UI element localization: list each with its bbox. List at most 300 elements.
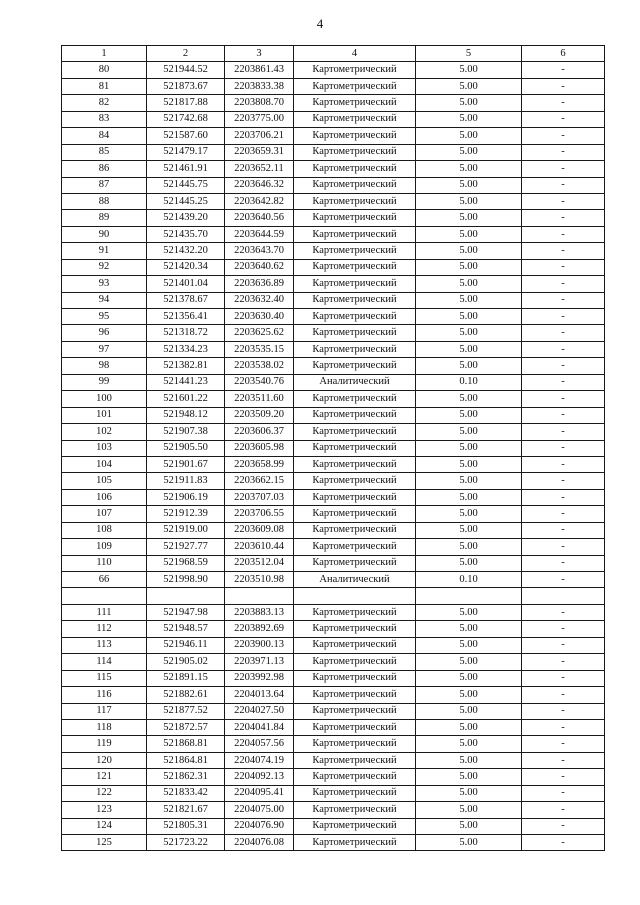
cell-point: 120 [62, 752, 147, 768]
cell-y: 2203630.40 [225, 309, 294, 325]
cell-point: 96 [62, 325, 147, 341]
cell-accuracy: 5.00 [416, 835, 522, 851]
cell-x: 521723.22 [147, 835, 225, 851]
cell-x: 521318.72 [147, 325, 225, 341]
cell-method: Картометрический [294, 358, 416, 374]
cell-accuracy: 5.00 [416, 489, 522, 505]
cell-point: 87 [62, 177, 147, 193]
cell-x: 521601.22 [147, 391, 225, 407]
cell-method: Картометрический [294, 539, 416, 555]
cell-method: Картометрический [294, 78, 416, 94]
cell-y: 2203636.89 [225, 276, 294, 292]
cell-accuracy: 5.00 [416, 440, 522, 456]
table-header-row [62, 46, 605, 62]
cell-y: 2203605.98 [225, 440, 294, 456]
cell-x: 521833.42 [147, 785, 225, 801]
cell-point: 94 [62, 292, 147, 308]
cell-accuracy: 5.00 [416, 78, 522, 94]
cell-description: - [522, 292, 605, 308]
cell-method: Картометрический [294, 703, 416, 719]
cell-y: 2203640.62 [225, 259, 294, 275]
cell-accuracy: 5.00 [416, 309, 522, 325]
table-row [62, 456, 605, 472]
cell-method: Картометрический [294, 193, 416, 209]
cell-y: 2203512.04 [225, 555, 294, 571]
cell-accuracy: 5.00 [416, 687, 522, 703]
cell-accuracy: 5.00 [416, 243, 522, 259]
cell-accuracy: 5.00 [416, 736, 522, 752]
cell-point: 86 [62, 161, 147, 177]
cell-description: - [522, 752, 605, 768]
cell-y: 2203900.13 [225, 637, 294, 653]
table-row [62, 226, 605, 242]
table-row [62, 588, 605, 604]
cell-description: - [522, 358, 605, 374]
table-row [62, 604, 605, 620]
cell-point: 81 [62, 78, 147, 94]
cell-accuracy: 5.00 [416, 111, 522, 127]
table-row [62, 654, 605, 670]
cell-y: 2203538.02 [225, 358, 294, 374]
cell-description: - [522, 522, 605, 538]
cell-method: Картометрический [294, 292, 416, 308]
cell-method: Картометрический [294, 341, 416, 357]
cell-point: 108 [62, 522, 147, 538]
cell-x: 521441.23 [147, 374, 225, 390]
cell-point: 84 [62, 128, 147, 144]
cell-description: - [522, 785, 605, 801]
table-row [62, 818, 605, 834]
cell-accuracy: 5.00 [416, 621, 522, 637]
cell-description: - [522, 769, 605, 785]
cell-point: 88 [62, 193, 147, 209]
cell-point: 80 [62, 62, 147, 78]
cell-method: Картометрический [294, 276, 416, 292]
cell-description: - [522, 506, 605, 522]
cell-y: 2204076.08 [225, 835, 294, 851]
cell-description: - [522, 144, 605, 160]
table-row [62, 506, 605, 522]
cell-description [522, 588, 605, 604]
cell-point: 90 [62, 226, 147, 242]
cell-x: 521905.02 [147, 654, 225, 670]
cell-method: Картометрический [294, 769, 416, 785]
cell-x: 521872.57 [147, 719, 225, 735]
cell-method: Картометрический [294, 210, 416, 226]
cell-point: 112 [62, 621, 147, 637]
cell-y: 2203833.38 [225, 78, 294, 94]
cell-accuracy: 5.00 [416, 292, 522, 308]
cell-method: Картометрический [294, 259, 416, 275]
cell-method: Аналитический [294, 572, 416, 588]
table-row [62, 752, 605, 768]
cell-x: 521445.75 [147, 177, 225, 193]
cell-point [62, 588, 147, 604]
cell-x: 521946.11 [147, 637, 225, 653]
table-row [62, 687, 605, 703]
cell-description: - [522, 62, 605, 78]
table-row [62, 637, 605, 653]
cell-x: 521906.19 [147, 489, 225, 505]
cell-y: 2204076.90 [225, 818, 294, 834]
table-row [62, 341, 605, 357]
cell-accuracy: 5.00 [416, 818, 522, 834]
cell-y: 2203652.11 [225, 161, 294, 177]
cell-y: 2204041.84 [225, 719, 294, 735]
cell-method: Картометрический [294, 522, 416, 538]
cell-y: 2204095.41 [225, 785, 294, 801]
cell-method: Картометрический [294, 752, 416, 768]
cell-point: 125 [62, 835, 147, 851]
cell-y: 2204074.19 [225, 752, 294, 768]
cell-point: 102 [62, 424, 147, 440]
table-row [62, 802, 605, 818]
cell-accuracy: 5.00 [416, 226, 522, 242]
cell-method: Картометрический [294, 226, 416, 242]
cell-point: 122 [62, 785, 147, 801]
column-header-accuracy: 5 [416, 46, 522, 62]
cell-x: 521947.98 [147, 604, 225, 620]
cell-y: 2203644.59 [225, 226, 294, 242]
cell-method: Картометрический [294, 111, 416, 127]
cell-accuracy [416, 588, 522, 604]
cell-x: 521948.57 [147, 621, 225, 637]
table-row [62, 522, 605, 538]
cell-point: 95 [62, 309, 147, 325]
column-header-y: 3 [225, 46, 294, 62]
cell-method: Картометрический [294, 391, 416, 407]
cell-accuracy: 5.00 [416, 193, 522, 209]
table-row [62, 62, 605, 78]
cell-y: 2203535.15 [225, 341, 294, 357]
cell-point: 104 [62, 456, 147, 472]
cell-y: 2203992.98 [225, 670, 294, 686]
cell-x: 521382.81 [147, 358, 225, 374]
cell-description: - [522, 243, 605, 259]
column-header-method: 4 [294, 46, 416, 62]
table-row [62, 111, 605, 127]
cell-accuracy: 5.00 [416, 802, 522, 818]
cell-point: 124 [62, 818, 147, 834]
table-row [62, 440, 605, 456]
cell-y: 2203540.76 [225, 374, 294, 390]
cell-description: - [522, 161, 605, 177]
cell-description: - [522, 210, 605, 226]
cell-x: 521944.52 [147, 62, 225, 78]
cell-description: - [522, 572, 605, 588]
cell-accuracy: 5.00 [416, 325, 522, 341]
cell-accuracy: 5.00 [416, 654, 522, 670]
cell-method [294, 588, 416, 604]
cell-description: - [522, 276, 605, 292]
cell-accuracy: 5.00 [416, 177, 522, 193]
cell-x: 521821.67 [147, 802, 225, 818]
cell-method: Картометрический [294, 604, 416, 620]
cell-point: 107 [62, 506, 147, 522]
cell-description: - [522, 473, 605, 489]
cell-accuracy: 5.00 [416, 555, 522, 571]
cell-y: 2203861.43 [225, 62, 294, 78]
table-row [62, 325, 605, 341]
cell-accuracy: 5.00 [416, 637, 522, 653]
cell-point: 123 [62, 802, 147, 818]
cell-y: 2204013.64 [225, 687, 294, 703]
cell-description: - [522, 111, 605, 127]
cell-y: 2203775.00 [225, 111, 294, 127]
cell-method: Картометрический [294, 818, 416, 834]
cell-description: - [522, 259, 605, 275]
cell-description: - [522, 670, 605, 686]
cell-method: Картометрический [294, 177, 416, 193]
cell-accuracy: 5.00 [416, 259, 522, 275]
cell-x: 521479.17 [147, 144, 225, 160]
cell-accuracy: 5.00 [416, 473, 522, 489]
table-row [62, 785, 605, 801]
cell-method: Картометрический [294, 144, 416, 160]
cell-description: - [522, 177, 605, 193]
cell-method: Картометрический [294, 440, 416, 456]
column-header-x: 2 [147, 46, 225, 62]
cell-description: - [522, 78, 605, 94]
cell-x: 521862.31 [147, 769, 225, 785]
cell-point: 118 [62, 719, 147, 735]
cell-method: Аналитический [294, 374, 416, 390]
cell-description: - [522, 621, 605, 637]
cell-point: 115 [62, 670, 147, 686]
cell-accuracy: 5.00 [416, 785, 522, 801]
cell-x: 521439.20 [147, 210, 225, 226]
cell-description: - [522, 489, 605, 505]
cell-x: 521401.04 [147, 276, 225, 292]
cell-description: - [522, 736, 605, 752]
cell-method: Картометрический [294, 407, 416, 423]
cell-point: 105 [62, 473, 147, 489]
cell-point: 113 [62, 637, 147, 653]
cell-method: Картометрический [294, 128, 416, 144]
cell-y: 2203706.21 [225, 128, 294, 144]
cell-accuracy: 5.00 [416, 769, 522, 785]
cell-accuracy: 5.00 [416, 522, 522, 538]
cell-method: Картометрический [294, 309, 416, 325]
cell-method: Картометрический [294, 637, 416, 653]
cell-description: - [522, 802, 605, 818]
cell-description: - [522, 719, 605, 735]
cell-y: 2203510.98 [225, 572, 294, 588]
table-row [62, 177, 605, 193]
cell-description: - [522, 391, 605, 407]
cell-accuracy: 5.00 [416, 341, 522, 357]
cell-x: 521587.60 [147, 128, 225, 144]
cell-description: - [522, 407, 605, 423]
cell-x: 521868.81 [147, 736, 225, 752]
cell-method: Картометрический [294, 687, 416, 703]
cell-description: - [522, 95, 605, 111]
cell-method: Картометрический [294, 719, 416, 735]
table-row [62, 539, 605, 555]
cell-y: 2203609.08 [225, 522, 294, 538]
cell-accuracy: 5.00 [416, 128, 522, 144]
cell-method: Картометрический [294, 95, 416, 111]
table-row [62, 572, 605, 588]
cell-y [225, 588, 294, 604]
cell-description: - [522, 341, 605, 357]
cell-x: 521948.12 [147, 407, 225, 423]
cell-accuracy: 0.10 [416, 374, 522, 390]
cell-description: - [522, 637, 605, 653]
cell-y: 2203707.03 [225, 489, 294, 505]
cell-y: 2203643.70 [225, 243, 294, 259]
table-row [62, 78, 605, 94]
cell-point: 111 [62, 604, 147, 620]
cell-method: Картометрический [294, 62, 416, 78]
cell-x: 521864.81 [147, 752, 225, 768]
table-row [62, 193, 605, 209]
cell-y: 2203606.37 [225, 424, 294, 440]
cell-description: - [522, 604, 605, 620]
table-row [62, 128, 605, 144]
cell-point: 97 [62, 341, 147, 357]
cell-x: 521742.68 [147, 111, 225, 127]
cell-accuracy: 0.10 [416, 572, 522, 588]
cell-x: 521968.59 [147, 555, 225, 571]
table-row [62, 719, 605, 735]
column-header-description: 6 [522, 46, 605, 62]
cell-accuracy: 5.00 [416, 62, 522, 78]
cell-point: 66 [62, 572, 147, 588]
cell-point: 83 [62, 111, 147, 127]
cell-accuracy: 5.00 [416, 276, 522, 292]
cell-point: 89 [62, 210, 147, 226]
cell-accuracy: 5.00 [416, 391, 522, 407]
cell-description: - [522, 687, 605, 703]
table-row [62, 161, 605, 177]
cell-description: - [522, 226, 605, 242]
table-row [62, 243, 605, 259]
cell-y: 2203511.60 [225, 391, 294, 407]
cell-x: 521435.70 [147, 226, 225, 242]
table-row [62, 835, 605, 851]
cell-method: Картометрический [294, 835, 416, 851]
cell-point: 98 [62, 358, 147, 374]
cell-y: 2203892.69 [225, 621, 294, 637]
cell-y: 2204027.50 [225, 703, 294, 719]
cell-point: 119 [62, 736, 147, 752]
cell-y: 2203662.15 [225, 473, 294, 489]
cell-y: 2203610.44 [225, 539, 294, 555]
cell-description: - [522, 193, 605, 209]
cell-y: 2204092.13 [225, 769, 294, 785]
cell-y: 2203706.55 [225, 506, 294, 522]
cell-method: Картометрический [294, 325, 416, 341]
table-row [62, 703, 605, 719]
cell-method: Картометрический [294, 456, 416, 472]
cell-x: 521907.38 [147, 424, 225, 440]
table-row [62, 309, 605, 325]
cell-point: 103 [62, 440, 147, 456]
cell-accuracy: 5.00 [416, 407, 522, 423]
cell-x: 521356.41 [147, 309, 225, 325]
cell-point: 92 [62, 259, 147, 275]
cell-accuracy: 5.00 [416, 144, 522, 160]
cell-method: Картометрический [294, 621, 416, 637]
cell-accuracy: 5.00 [416, 424, 522, 440]
cell-x: 521891.15 [147, 670, 225, 686]
coordinates-table [61, 45, 605, 851]
cell-description: - [522, 555, 605, 571]
table-row [62, 374, 605, 390]
cell-accuracy: 5.00 [416, 210, 522, 226]
table-row [62, 736, 605, 752]
cell-y: 2203883.13 [225, 604, 294, 620]
cell-x: 521901.67 [147, 456, 225, 472]
cell-x: 521873.67 [147, 78, 225, 94]
cell-description: - [522, 835, 605, 851]
cell-point: 114 [62, 654, 147, 670]
cell-point: 85 [62, 144, 147, 160]
cell-description: - [522, 440, 605, 456]
table-row [62, 95, 605, 111]
table-row [62, 473, 605, 489]
cell-point: 91 [62, 243, 147, 259]
table-row [62, 424, 605, 440]
cell-accuracy: 5.00 [416, 539, 522, 555]
cell-description: - [522, 424, 605, 440]
cell-point: 93 [62, 276, 147, 292]
table-row [62, 259, 605, 275]
cell-method: Картометрический [294, 506, 416, 522]
cell-x [147, 588, 225, 604]
table-row [62, 407, 605, 423]
cell-y: 2203971.13 [225, 654, 294, 670]
cell-description: - [522, 128, 605, 144]
cell-x: 521998.90 [147, 572, 225, 588]
cell-point: 117 [62, 703, 147, 719]
cell-description: - [522, 818, 605, 834]
cell-point: 106 [62, 489, 147, 505]
cell-point: 99 [62, 374, 147, 390]
cell-description: - [522, 654, 605, 670]
cell-x: 521927.77 [147, 539, 225, 555]
cell-x: 521378.67 [147, 292, 225, 308]
table-row [62, 489, 605, 505]
cell-accuracy: 5.00 [416, 506, 522, 522]
cell-y: 2203640.56 [225, 210, 294, 226]
cell-point: 101 [62, 407, 147, 423]
cell-x: 521919.00 [147, 522, 225, 538]
cell-accuracy: 5.00 [416, 703, 522, 719]
table-row [62, 769, 605, 785]
table-row [62, 144, 605, 160]
cell-x: 521334.23 [147, 341, 225, 357]
cell-method: Картометрический [294, 736, 416, 752]
cell-description: - [522, 374, 605, 390]
cell-method: Картометрический [294, 473, 416, 489]
cell-y: 2203808.70 [225, 95, 294, 111]
cell-x: 521882.61 [147, 687, 225, 703]
cell-x: 521461.91 [147, 161, 225, 177]
table-row [62, 670, 605, 686]
cell-y: 2203658.99 [225, 456, 294, 472]
cell-description: - [522, 456, 605, 472]
cell-x: 521877.52 [147, 703, 225, 719]
cell-method: Картометрический [294, 654, 416, 670]
cell-description: - [522, 539, 605, 555]
cell-x: 521911.83 [147, 473, 225, 489]
cell-y: 2204075.00 [225, 802, 294, 818]
cell-accuracy: 5.00 [416, 752, 522, 768]
cell-point: 82 [62, 95, 147, 111]
cell-x: 521817.88 [147, 95, 225, 111]
